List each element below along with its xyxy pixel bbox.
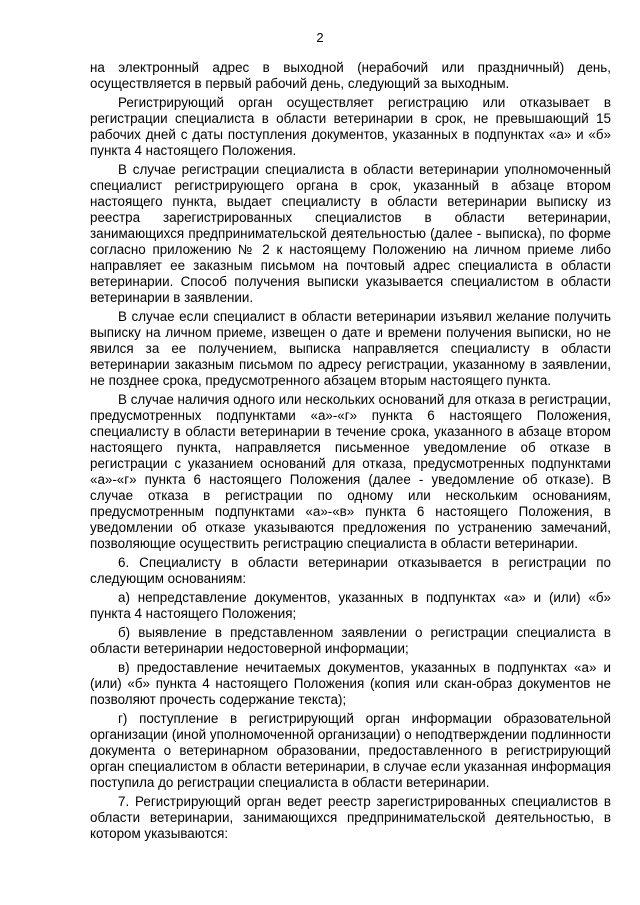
paragraph-continuation: на электронный адрес в выходной (нерабочий или праздничный) день, осуществляется в первый рабочий день, следующий за выходным. [90, 60, 611, 91]
paragraph-registration-term: Регистрирующий орган осуществляет регистрацию или отказывает в регистрации специалиста в области ветеринарии в срок, не превышающий 15 рабочих дней с даты поступления документов, указанных в подпунктах «а» и «б» пункта 4 настоящего Положения. [90, 95, 611, 158]
paragraph-item-6b: б) выявление в представленном заявлении о регистрации специалиста в области ветеринарии недостоверной информации; [90, 625, 611, 656]
page-number: 2 [316, 30, 324, 45]
paragraph-item-6: 6. Специалисту в области ветеринарии отказывается в регистрации по следующим основаниям: [90, 555, 611, 586]
document-body [90, 60, 611, 845]
paragraph-item-6a: а) непредставление документов, указанных в подпунктах «а» и (или) «б» пункта 4 настоящего Положения; [90, 590, 611, 621]
paragraph-item-6v: в) предоставление нечитаемых документов, указанных в подпунктах «а» и (или) «б» пункта 4 настоящего Положения (копия или скан-образ документов не позволяют прочесть содержание текста); [90, 660, 611, 707]
paragraph-item-6g: г) поступление в регистрирующий орган информации образовательной организации (иной уполномоченной организации) о неподтверждении подлинности документа о ветеринарном образовании, предоставленного в регистрирующий орган специалистом в области ветеринарии, в случае если указанная информация поступила до регистрации специалиста в области ветеринарии. [90, 711, 611, 790]
paragraph-refusal-notice: В случае наличия одного или нескольких оснований для отказа в регистрации, предусмотренных подпунктами «а»-«г» пункта 6 настоящего Положения, специалисту в области ветеринарии в течение срока, указанного в абзаце втором настоящего пункта, направляется письменное уведомление об отказе в регистрации с указанием оснований для отказа, предусмотренных подпунктами «а»-«г» пункта 6 настоящего Положения (далее - уведомление об отказе). В случае отказа в регистрации по одному или нескольким основаниям, предусмотренным подпунктами «а»-«в» пункта 6 настоящего Положения, в уведомлении об отказе указываются предложения по устранению замечаний, позволяющие осуществить регистрацию специалиста в области ветеринарии. [90, 392, 611, 551]
paragraph-item-7: 7. Регистрирующий орган ведет реестр зарегистрированных специалистов в области ветеринарии, занимающихся предпринимательской деятельностью, в котором указываются: [90, 794, 611, 841]
paragraph-extract-issuance: В случае регистрации специалиста в области ветеринарии уполномоченный специалист регистрирующего органа в срок, указанный в абзаце втором настоящего пункта, выдает специалисту в области ветеринарии выписку из реестра зарегистрированных специалистов в области ветеринарии, занимающихся предпринимательской деятельностью (далее - выписка), по форме согласно приложению № 2 к настоящему Положению на личном приеме либо направляет ее заказным письмом на почтовый адрес специалиста в области ветеринарии. Способ получения выписки указывается специалистом в области ветеринарии в заявлении. [90, 162, 611, 305]
paragraph-extract-mailing: В случае если специалист в области ветеринарии изъявил желание получить выписку на личном приеме, извещен о дате и времени получения выписки, но не явился за ее получением, выписка направляется специалисту в области ветеринарии заказным письмом по адресу регистрации, указанному в заявлении, не позднее срока, предусмотренного абзацем вторым настоящего пункта. [90, 309, 611, 388]
